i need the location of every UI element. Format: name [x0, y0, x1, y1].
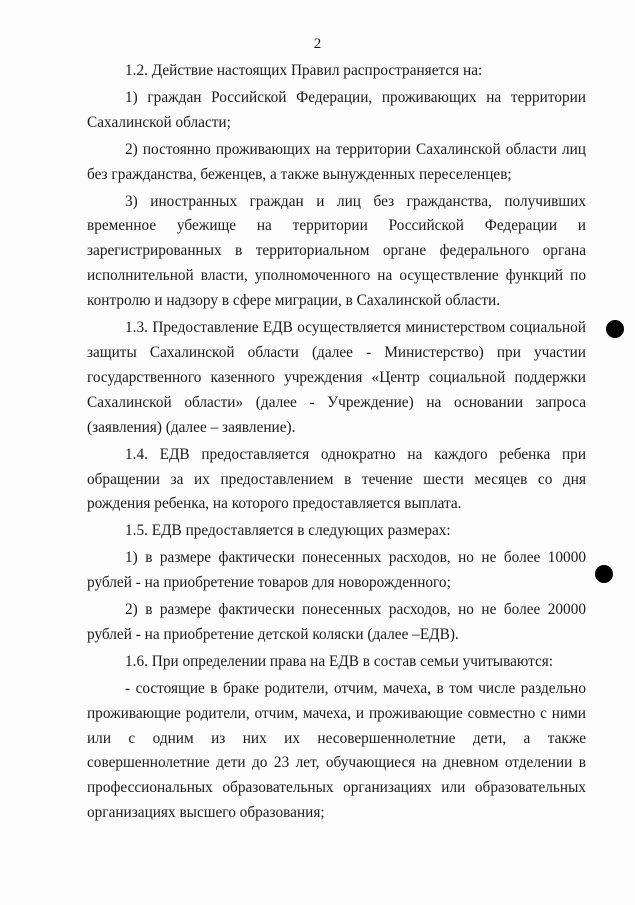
punch-hole-mark — [606, 320, 624, 338]
document-body — [87, 59, 586, 828]
paragraph-1-2: 1.2. Действие настоящих Правил распространяется на: — [125, 62, 483, 79]
paragraph-1-6: 1.6. При определении права на ЕДВ в состав семьи учитываются: — [125, 652, 554, 670]
punch-hole-mark — [595, 565, 613, 583]
paragraph-1-4: 1.4. ЕДВ предоставляется однократно на каждого ребенка при обращении за их предоставлением в течение шести месяцев со дня рождения ребенка, на которого предоставляется выплата. — [87, 445, 586, 513]
paragraph-1-5-item-2: 2) в размере фактически понесенных расходов, но не более 20000 рублей - на приобретение детской коляски (далее –ЕДВ). — [87, 601, 586, 643]
paragraph-1-2-item-1: 1) граждан Российской Федерации, проживающих на территории Сахалинской области; — [87, 88, 586, 131]
paragraph-1-2-item-2: 2) постоянно проживающих на территории Сахалинской области лиц без гражданства, беженцев, а также вынужденных переселенцев; — [87, 140, 586, 183]
page-number: 2 — [313, 36, 322, 52]
paragraph-1-5-item-1: 1) в размере фактически понесенных расходов, но не более 10000 рублей - на приобретение товаров для новорожденного; — [87, 549, 586, 592]
paragraph-1-5: 1.5. ЕДВ предоставляется в следующих размерах: — [125, 522, 451, 540]
paragraph-1-6-item: - состоящие в браке родители, отчим, мачеха, в том числе раздельно проживающие родители, отчим, мачеха, и проживающие совместно с ними или с одним из них их несовершеннолетние дети, а также совершеннолетние дети до 23 лет, обучающиеся на дневном отделении в профессиональных образовательных организациях или образовательных организациях высшего образования; — [87, 679, 586, 822]
paragraph-1-3: 1.3. Предоставление ЕДВ осуществляется министерством социальной защиты Сахалинской области (далее - Министерство) при участии государственного казенного учреждения «Центр социальной поддержки Сахалинской области» (далее - Учреждение) на основании запроса (заявления) (далее – заявление). — [87, 319, 586, 436]
paragraph-1-2-item-3: 3) иностранных граждан и лиц без гражданства, получивших временное убежище на территории Российской Федерации и зарегистрированных в территориальном органе федерального органа исполнительной власти, уполномоченного на осуществление функций по контролю и надзору в сфере миграции, в Сахалинской области. — [87, 192, 586, 310]
